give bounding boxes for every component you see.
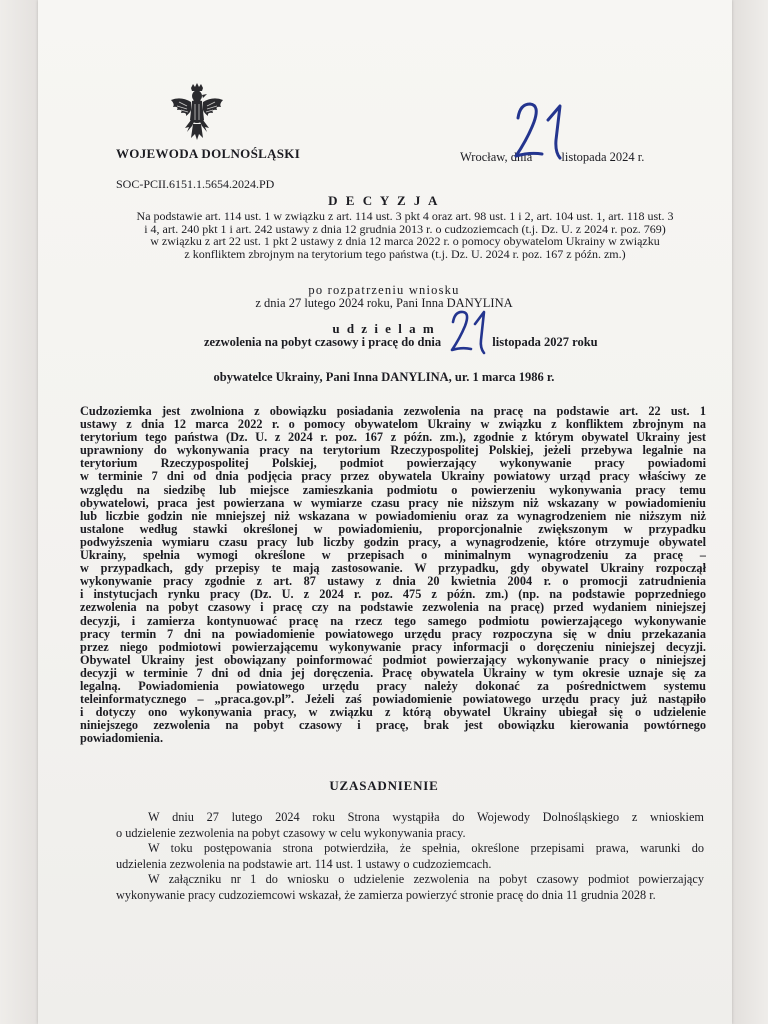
justification-line: udzielenia zezwolenia na podstawie art. 114 ust. 1 ustawy o cudzoziemcach.	[116, 856, 492, 871]
legal-basis-line: z konfliktem zbrojnym na terytorium tego państwa (t.j. Dz. U. 2024 r. poz. 167 z późn. zm.)	[184, 246, 626, 261]
legal-basis-line: w związku z art 22 ust. 1 pkt 2 ustawy z dnia 12 marca 2022 r. o pomocy obywatelom Ukrainy w związku	[150, 234, 660, 248]
body-line: Obywatel Ukrainy jest obowiązany poinformować podmiot powierzający wykonywanie pracy o niniejszej	[80, 653, 706, 667]
body-line: legalną. Powiadomienia powiatowego urzędu pracy należy dokonać za pośrednictwem systemu	[80, 679, 706, 693]
body-line: i dotyczy ono wykonywania pracy, w związku z którą obywatel Ukrainy ubiegał się o udzielenie	[80, 706, 706, 720]
body-line: ustawy z dnia 12 marca 2022 r. o pomocy obywatelom Ukrainy w związku z konfliktem zbrojnym na	[80, 418, 706, 432]
decision-body	[80, 405, 706, 745]
polish-eagle-emblem-icon	[169, 82, 225, 142]
background-right-edge	[732, 0, 768, 1024]
body-line: niniejszego zezwolenia na pobyt czasowy i pracę, brak jest obowiązku kierowania powtórnego	[80, 719, 706, 733]
body-line: przez niego podmiotowi powierzającemu wykonywanie pracy informacji o doręczeniu niniejszej decyzji.	[80, 640, 706, 654]
decision-title: D E C Y Z J A	[328, 193, 440, 208]
date-month-year: listopada 2024 r.	[561, 150, 645, 164]
body-line: względu na siedzibę lub miejsce zamieszkania podmiotu o powierzeniu wykonywania pracy temu	[80, 483, 706, 497]
justification-line: wykonywanie pracy cudzoziemcowi wskazał, że zamierza powierzyć stronie pracę do dnia 11 grudnia 2028 r.	[116, 887, 656, 902]
body-line: ustalone według stawki określonej w powiadomieniu, proporcjonalnie zwiększonym w przypadku	[80, 522, 706, 536]
body-line: w przypadkach, gdy przepisy te mają zastosowanie. W przypadku, gdy obywatel Ukrainy rozpoczął	[80, 562, 706, 576]
permit-text: zezwolenia na pobyt czasowy i pracę do dnia	[204, 335, 442, 349]
legal-basis	[108, 210, 702, 260]
justification-line: W dniu 27 lutego 2024 roku Strona wystąpiła do Wojewody Dolnośląskiego z wnioskiem	[148, 810, 704, 824]
issuing-authority: WOJEWODA DOLNOŚLĄSKI	[116, 146, 301, 161]
body-line: powiadomienia.	[80, 732, 164, 746]
legal-basis-line: i 4, art. 240 pkt 1 i art. 242 ustawy z dnia 12 grudnia 2013 r. o cudzoziemcach (t.j. Dz. U. z 2024 r. poz. 769)	[144, 221, 666, 236]
permit-end-date: listopada 2027 roku	[492, 335, 598, 349]
consideration-line-1: po rozpatrzeniu wniosku	[308, 283, 460, 297]
grant-label: u d z i e l a m	[332, 321, 436, 336]
body-line: teleinformatycznego – „praca.gov.pl”. Jeżeli zaś powiadomienie powiatowego urzędu pracy już nastąpiło	[80, 693, 706, 707]
recipient: obywatelce Ukrainy, Pani Inna DANYLINA, ur. 1 marca 1986 r.	[213, 370, 555, 384]
justification-line: W toku postępowania strona potwierdziła, że spełnia, określone przepisami prawa, warunki do	[148, 841, 704, 855]
body-line: terytorium Rzeczypospolitej Polskiej, podmiot powierzający wykonywanie pracy powiadomi	[80, 457, 706, 471]
body-line: zezwolenia na pobyt czasowy i pracę czy na podstawie zezwolenia na pracę) przed wydaniem niniejszej	[80, 601, 706, 615]
consideration-line-2: z dnia 27 lutego 2024 roku, Pani Inna DANYLINA	[255, 296, 513, 310]
body-line: decyzji, i zamierza kontynuować pracę na rzecz tego samego podmiotu powierzającego wykonywanie	[80, 614, 706, 628]
body-line: w terminie 7 dni od dnia podjęcia pracy przez obywatela Ukrainy powiatowy urząd pracy właściwy ze	[80, 470, 706, 484]
body-line: wykonywanie pracy zgodnie z art. 87 ustawy z dnia 20 kwietnia 2004 r. o promocji zatrudnienia	[80, 575, 706, 589]
body-line: obywatelowi, praca jest powierzana w wymiarze czasu pracy nie niższym niż wskazany w powiadomieniu	[80, 496, 706, 510]
place-and-date	[460, 150, 644, 165]
body-line: i instytucjach rynku pracy (Dz. U. z 2024 r. poz. 475 z późn. zm.) (np. na podstawie poprzedniego	[80, 588, 706, 602]
justification-body	[116, 810, 704, 903]
background-left-edge	[0, 0, 38, 1024]
body-line: lub liczbie godzin nie mniejszej niż wskazana w powiadomieniu oraz za wynagrodzeniem nie niższym niż	[80, 509, 706, 523]
date-prefix: Wrocław, dnia	[460, 150, 533, 164]
body-line: decyzji w terminie 7 dni od dnia jej doręczenia. Pracę obywatela Ukrainy w tym okresie uznaje się za	[80, 666, 706, 680]
case-number: SOC-PCII.6151.1.5654.2024.PD	[116, 177, 275, 191]
justification-title: UZASADNIENIE	[329, 778, 439, 793]
permit-line	[204, 335, 598, 350]
legal-basis-line: Na podstawie art. 114 ust. 1 w związku z art. 114 ust. 3 pkt 4 oraz art. 98 ust. 1 i 2, art. 104 ust. 1, art. 118 ust. 3	[136, 209, 674, 223]
justification-line: o udzielenie zezwolenia na pobyt czasowy w celu wykonywania pracy.	[116, 825, 466, 840]
body-line: Cudzoziemka jest zwolniona z obowiązku posiadania zezwolenia na pracę na podstawie art. 22 ust. 1	[80, 405, 706, 418]
body-line: podwyższenia wymiaru czasu pracy lub liczby godzin pracy, a wynagrodzenie, które otrzymuje obywatel	[80, 535, 706, 549]
body-line: pracy termin 7 dni na powiadomienie powiatowego urzędu pracy rozpoczyna się w dniu przekazania	[80, 627, 706, 641]
body-line: Ukrainy, spełnia wymogi określone w przepisach o minimalnym wynagrodzeniu za pracę –	[80, 549, 706, 563]
body-line: terytorium tego państwa (Dz. U. z 2024 r. poz. 167 z późn. zm.), zgodnie z którym obywatel Ukrainy jest	[80, 431, 706, 445]
body-line: uprawniony do wykonywania pracy na terytorium Rzeczypospolitej Polskiej, jeżeli przebywa legalnie na	[80, 444, 706, 458]
justification-line: W załączniku nr 1 do wniosku o udzielenie zezwolenia na pobyt czasowy podmiot powierzający	[148, 872, 704, 886]
